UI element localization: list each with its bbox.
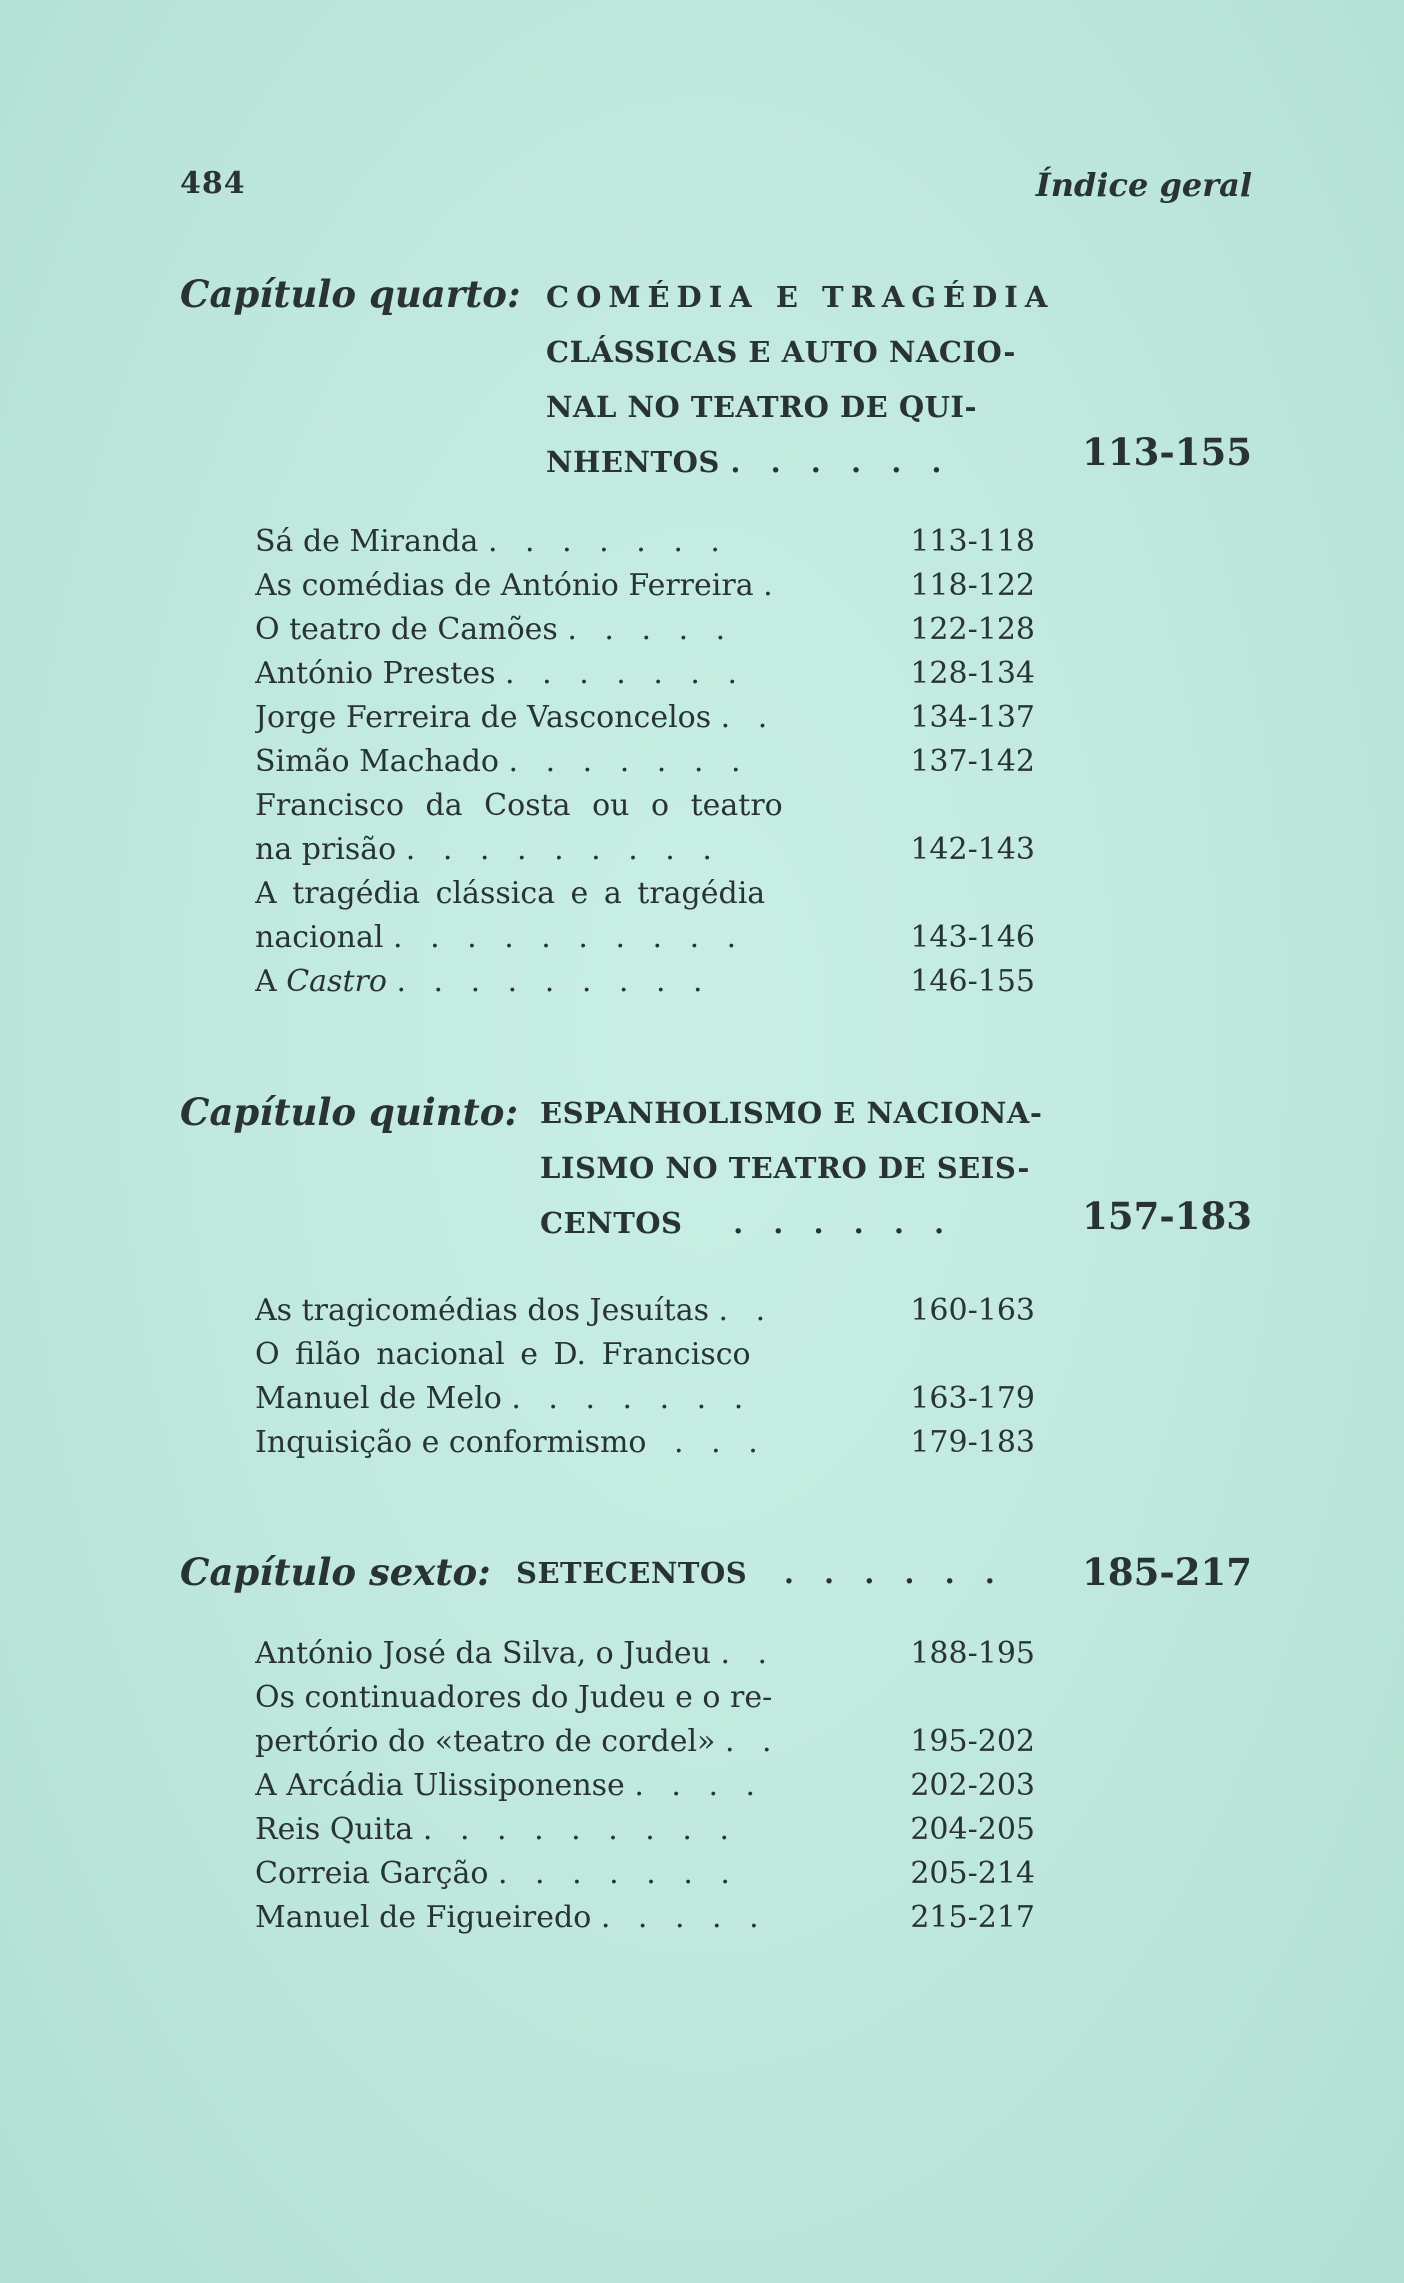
leader-dots: . . . . . . . [508,744,750,779]
entry-title: Simão Machado [255,744,499,779]
chapter-title-last: NHENTOS [546,445,720,479]
chapter-sexto [180,1550,1252,1610]
toc-entry[interactable] [255,1632,1035,1676]
entry-pages: 202-203 [910,1768,1035,1803]
entry-pages: 195-202 [910,1724,1035,1759]
leader-dots: . . . . . . [730,445,952,479]
entry-title-italic: Castro [286,964,387,999]
entry-pages: 134-137 [910,700,1035,735]
entry-title: As comédias de António Ferreira [255,568,754,603]
toc-entry[interactable] [255,872,1035,916]
chapter-title-line [546,435,1054,490]
toc-entry[interactable] [255,740,1035,784]
chapter-title [516,1546,1005,1601]
chapter-title-last: CENTOS [540,1206,683,1240]
entry-title: Manuel de Figueiredo [255,1900,592,1935]
leader-dots: . . . . . . . . . [405,832,721,867]
entry-pages: 188-195 [910,1636,1035,1671]
toc-entry[interactable] [255,608,1035,652]
toc-entry[interactable] [255,1808,1035,1852]
entry-title: Manuel de Melo [255,1381,502,1416]
entry-list-quarto [255,520,1035,1004]
toc-entry[interactable] [255,1289,1035,1333]
entry-pages: 142-143 [910,832,1035,867]
entry-title: O teatro de Camões [255,612,558,647]
chapter-title-line: COMÉDIA E TRAGÉDIA [546,280,1055,314]
leader-dots: . . . . . . . . . [422,1812,738,1847]
leader-dots: . . . . . . [733,1206,955,1240]
leader-dots: . . . . . . [783,1556,1005,1590]
entry-pages: 160-163 [910,1293,1035,1328]
chapter-title [546,270,1054,490]
leader-dots: . . . . . [600,1900,768,1935]
toc-entry[interactable] [255,1764,1035,1808]
leader-dots: . [763,568,782,603]
chapter-quarto [180,272,1252,479]
entry-pages: 179-183 [910,1425,1035,1460]
entry-title: António Prestes [255,656,496,691]
entry-list-sexto [255,1632,1035,1940]
leader-dots: . . . . . . . [497,1856,739,1891]
chapter-label: Capítulo sexto: [180,1550,491,1594]
toc-entry[interactable] [255,916,1035,960]
entry-pages [855,1676,1035,1720]
entry-title: Jorge Ferreira de Vasconcelos [255,700,712,735]
chapter-title [540,1086,1042,1251]
entry-title: Correia Garção [255,1856,489,1891]
entry-pages: 113-118 [910,524,1035,559]
leader-dots: . . [720,1636,777,1671]
entry-pages: 137-142 [910,744,1035,779]
chapter-title-line [516,1546,1005,1601]
entry-pages: 118-122 [910,568,1035,603]
page-number: 484 [180,166,246,201]
toc-entry[interactable] [255,1896,1035,1940]
entry-pages: 205-214 [910,1856,1035,1891]
chapter-title-line: LISMO NO TEATRO DE SEIS- [540,1151,1030,1185]
entry-title: pertório do «teatro de cordel» [255,1724,716,1759]
leader-dots: . . . [674,1425,767,1460]
chapter-pages: 113-155 [1082,430,1252,474]
entry-title: O filão nacional e D. Francisco [255,1337,751,1372]
entry-pages: 163-179 [910,1381,1035,1416]
leader-dots: . . [718,1293,775,1328]
chapter-title-line: CLÁSSICAS E AUTO NACIO- [546,335,1016,369]
entry-title: Reis Quita [255,1812,414,1847]
leader-dots: . . . . [634,1768,765,1803]
toc-entry[interactable] [255,1720,1035,1764]
leader-dots: . . [724,1724,781,1759]
leader-dots: . . . . . . . . . [396,964,712,999]
entry-pages: 128-134 [910,656,1035,691]
entry-title-prefix: A [255,964,287,999]
entry-title: Sá de Miranda [255,524,479,559]
running-title: Índice geral [1035,166,1252,204]
toc-entry[interactable] [255,564,1035,608]
chapter-pages: 157-183 [1082,1194,1252,1238]
chapter-label: Capítulo quarto: [180,272,521,316]
toc-entry[interactable] [255,1333,1035,1377]
entry-pages: 143-146 [910,920,1035,955]
entry-pages: 122-128 [910,612,1035,647]
entry-title: As tragicomédias dos Jesuítas [255,1293,709,1328]
toc-entry[interactable] [255,828,1035,872]
leader-dots: . . . . . . . [505,656,747,691]
entry-title: Os continuadores do Judeu e o re- [255,1680,773,1715]
entry-title: Francisco da Costa ou o teatro [255,788,783,823]
toc-entry[interactable] [255,696,1035,740]
entry-title: nacional [255,920,384,955]
entry-title: A Arcádia Ulissiponense [255,1768,625,1803]
entry-title: Inquisição e conformismo [255,1425,647,1460]
leader-dots: . . . . . [567,612,735,647]
toc-entry[interactable] [255,1377,1035,1421]
entry-title: A tragédia clássica e a tragédia [255,876,766,911]
chapter-title-line [540,1196,1042,1251]
leader-dots: . . . . . . . [511,1381,753,1416]
chapter-label: Capítulo quinto: [180,1090,519,1134]
entry-list-quinto [255,1289,1035,1465]
entry-title: António José da Silva, o Judeu [255,1636,711,1671]
chapter-quinto [180,1090,1252,1260]
leader-dots: . . . . . . . [487,524,729,559]
toc-entry[interactable] [255,960,1035,1004]
toc-entry[interactable] [255,520,1035,564]
entry-pages: 146-155 [910,964,1035,999]
entry-pages [855,872,1035,916]
toc-entry[interactable] [255,652,1035,696]
toc-entry[interactable] [255,1421,1035,1465]
toc-entry[interactable] [255,784,1035,828]
chapter-title-line: NAL NO TEATRO DE QUI- [546,390,977,424]
toc-entry[interactable] [255,1852,1035,1896]
chapter-title-last: SETECENTOS [516,1556,748,1590]
entry-title: na prisão [255,832,397,867]
entry-pages [855,784,1035,828]
entry-pages: 215-217 [910,1900,1035,1935]
leader-dots: . . . . . . . . . . [393,920,746,955]
leader-dots: . . [720,700,777,735]
chapter-pages: 185-217 [1082,1550,1252,1594]
entry-pages [855,1333,1035,1377]
toc-entry[interactable] [255,1676,1035,1720]
chapter-title-line: ESPANHOLISMO E NACIONA- [540,1096,1043,1130]
entry-pages: 204-205 [910,1812,1035,1847]
